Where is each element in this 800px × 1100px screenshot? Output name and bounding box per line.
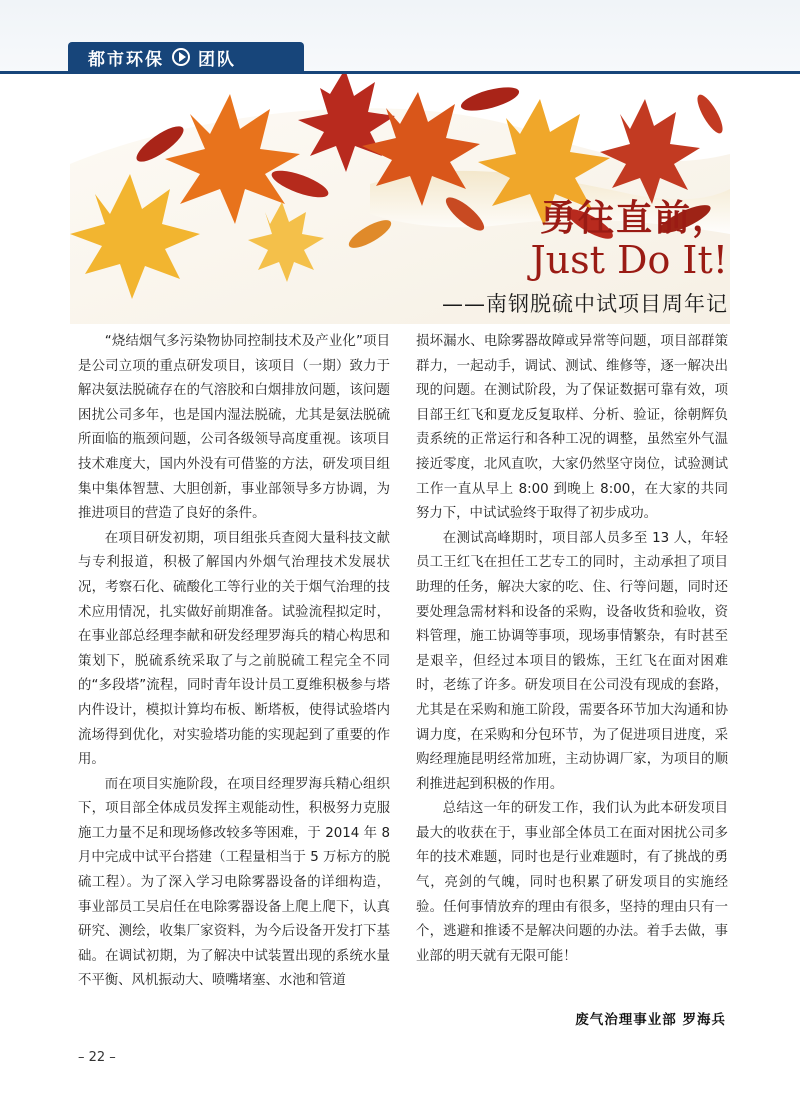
headline-title-en: Just Do It! (530, 238, 728, 282)
article-paragraph: “烧结烟气多污染物协同控制技术及产业化”项目是公司立项的重点研发项目，该项目（一期）致力于解决氨法脱硫存在的气溶胶和白烟排放问题，该问题困扰公司多年，也是国内湿法脱硫，尤其是氨法脱硫所面临的瓶颈问题，公司各级领导高度重视。该项目技术难度大，国内外没有可借鉴的方法，研发项目组集中集体智慧、大胆创新，事业部领导多方协调，为推进项目的营造了良好的条件。 (78, 334, 390, 522)
page-number: – 22 – (78, 1050, 116, 1065)
slim-leaf-8 (693, 91, 727, 136)
article-paragraph: 而在项目实施阶段，在项目经理罗海兵精心组织下，项目部全体成员发挥主观能动性，积极努力克服施工力量不足和现场修改较多等困难，于 2014 年 8 月中完成中试平台搭建（工程量相当于 5 万标方的脱硫工程）。为了深入学习电除雾器设备的详细构造，事业部员工吴启任在电除雾器设备上爬上爬下，认真研究、测绘，收集厂家资料，为今后设备开发打下基础。在调试初期，为了解决中试装置出现的系统水量不平衡、风机振动大、喷嘴堵塞、水池和管道 (78, 776, 390, 989)
section-sub-label: 团队 (198, 49, 236, 70)
play-circle-icon (172, 48, 190, 66)
article-paragraph: 总结这一年的研发工作，我们认为此本研发项目最大的收获在于，事业部全体员工在面对困扰公司多年的技术难题，同时也是行业难题时，有了挑战的勇气，亮剑的气魄，同时也积累了研发项目的实施经验。任何事情放弃的理由有很多，坚持的理由只有一个，逃避和推诿不是解决问题的办法。着手去做，事业部的明天就有无限可能！ (416, 801, 728, 964)
article-column-right (416, 330, 728, 969)
article-paragraph: 在测试高峰期时，项目部人员多至 13 人，年轻员工王红飞在担任工艺专工的同时，主动承担了项目助理的任务，解决大家的吃、住、行等问题，同时还要处理急需材料和设备的采购，设备收货和验收，资料管理，施工协调等事项，现场事情繁杂，有时甚至是艰辛，但经过本项目的锻炼，王红飞在面对困难时，老练了许多。研发项目在公司没有现成的套路，尤其是在采购和施工阶段，需要各环节加大沟通和协调力度，在采购和分包环节，为了促进项目进度，采购经理施昆明经常加班，主动协调厂家，为项目的顺利推进起到积极的作用。 (416, 530, 728, 792)
article-paragraph: 损坏漏水、电除雾器故障或异常等问题，项目部群策群力，一起动手，调试、测试、维修等，逐一解决出现的问题。在测试阶段，为了保证数据可靠有效，项目部王红飞和夏龙反复取样、分析、验证，徐朝辉负责系统的正常运行和各种工况的调整，虽然室外气温接近零度，北风直吹，大家仍然坚守岗位，试验测试工作一直从早上 8:00 到晚上 8:00，在大家的共同努力下，中试试验终于取得了初步成功。 (416, 334, 728, 522)
section-label: 都市环保 (88, 49, 164, 70)
headline-subtitle: ——南钢脱硫中试项目周年记 (442, 292, 728, 316)
article-paragraph: 在项目研发初期，项目组张兵查阅大量科技文献与专利报道，积极了解国内外烟气治理技术发展状况，考察石化、硫酸化工等行业的关于烟气治理的技术应用情况，扎实做好前期准备。试验流程拟定时，在事业部总经理李献和研发经理罗海兵的精心构思和策划下，脱硫系统采取了与之前脱硫工程完全不同的“多段塔”流程，同时青年设计员工夏维积极参与塔内件设计，模拟计算均布板、断塔板，使得试验塔内流场得到优化，对实验塔功能的实现起到了重要的作用。 (78, 530, 390, 768)
article-byline: 废气治理事业部 罗海兵 (575, 1012, 726, 1028)
section-tab (68, 42, 304, 72)
slim-leaf-3 (459, 83, 522, 116)
headline-title-cn: 勇往直前， (539, 198, 730, 239)
article-column-left (78, 330, 390, 994)
